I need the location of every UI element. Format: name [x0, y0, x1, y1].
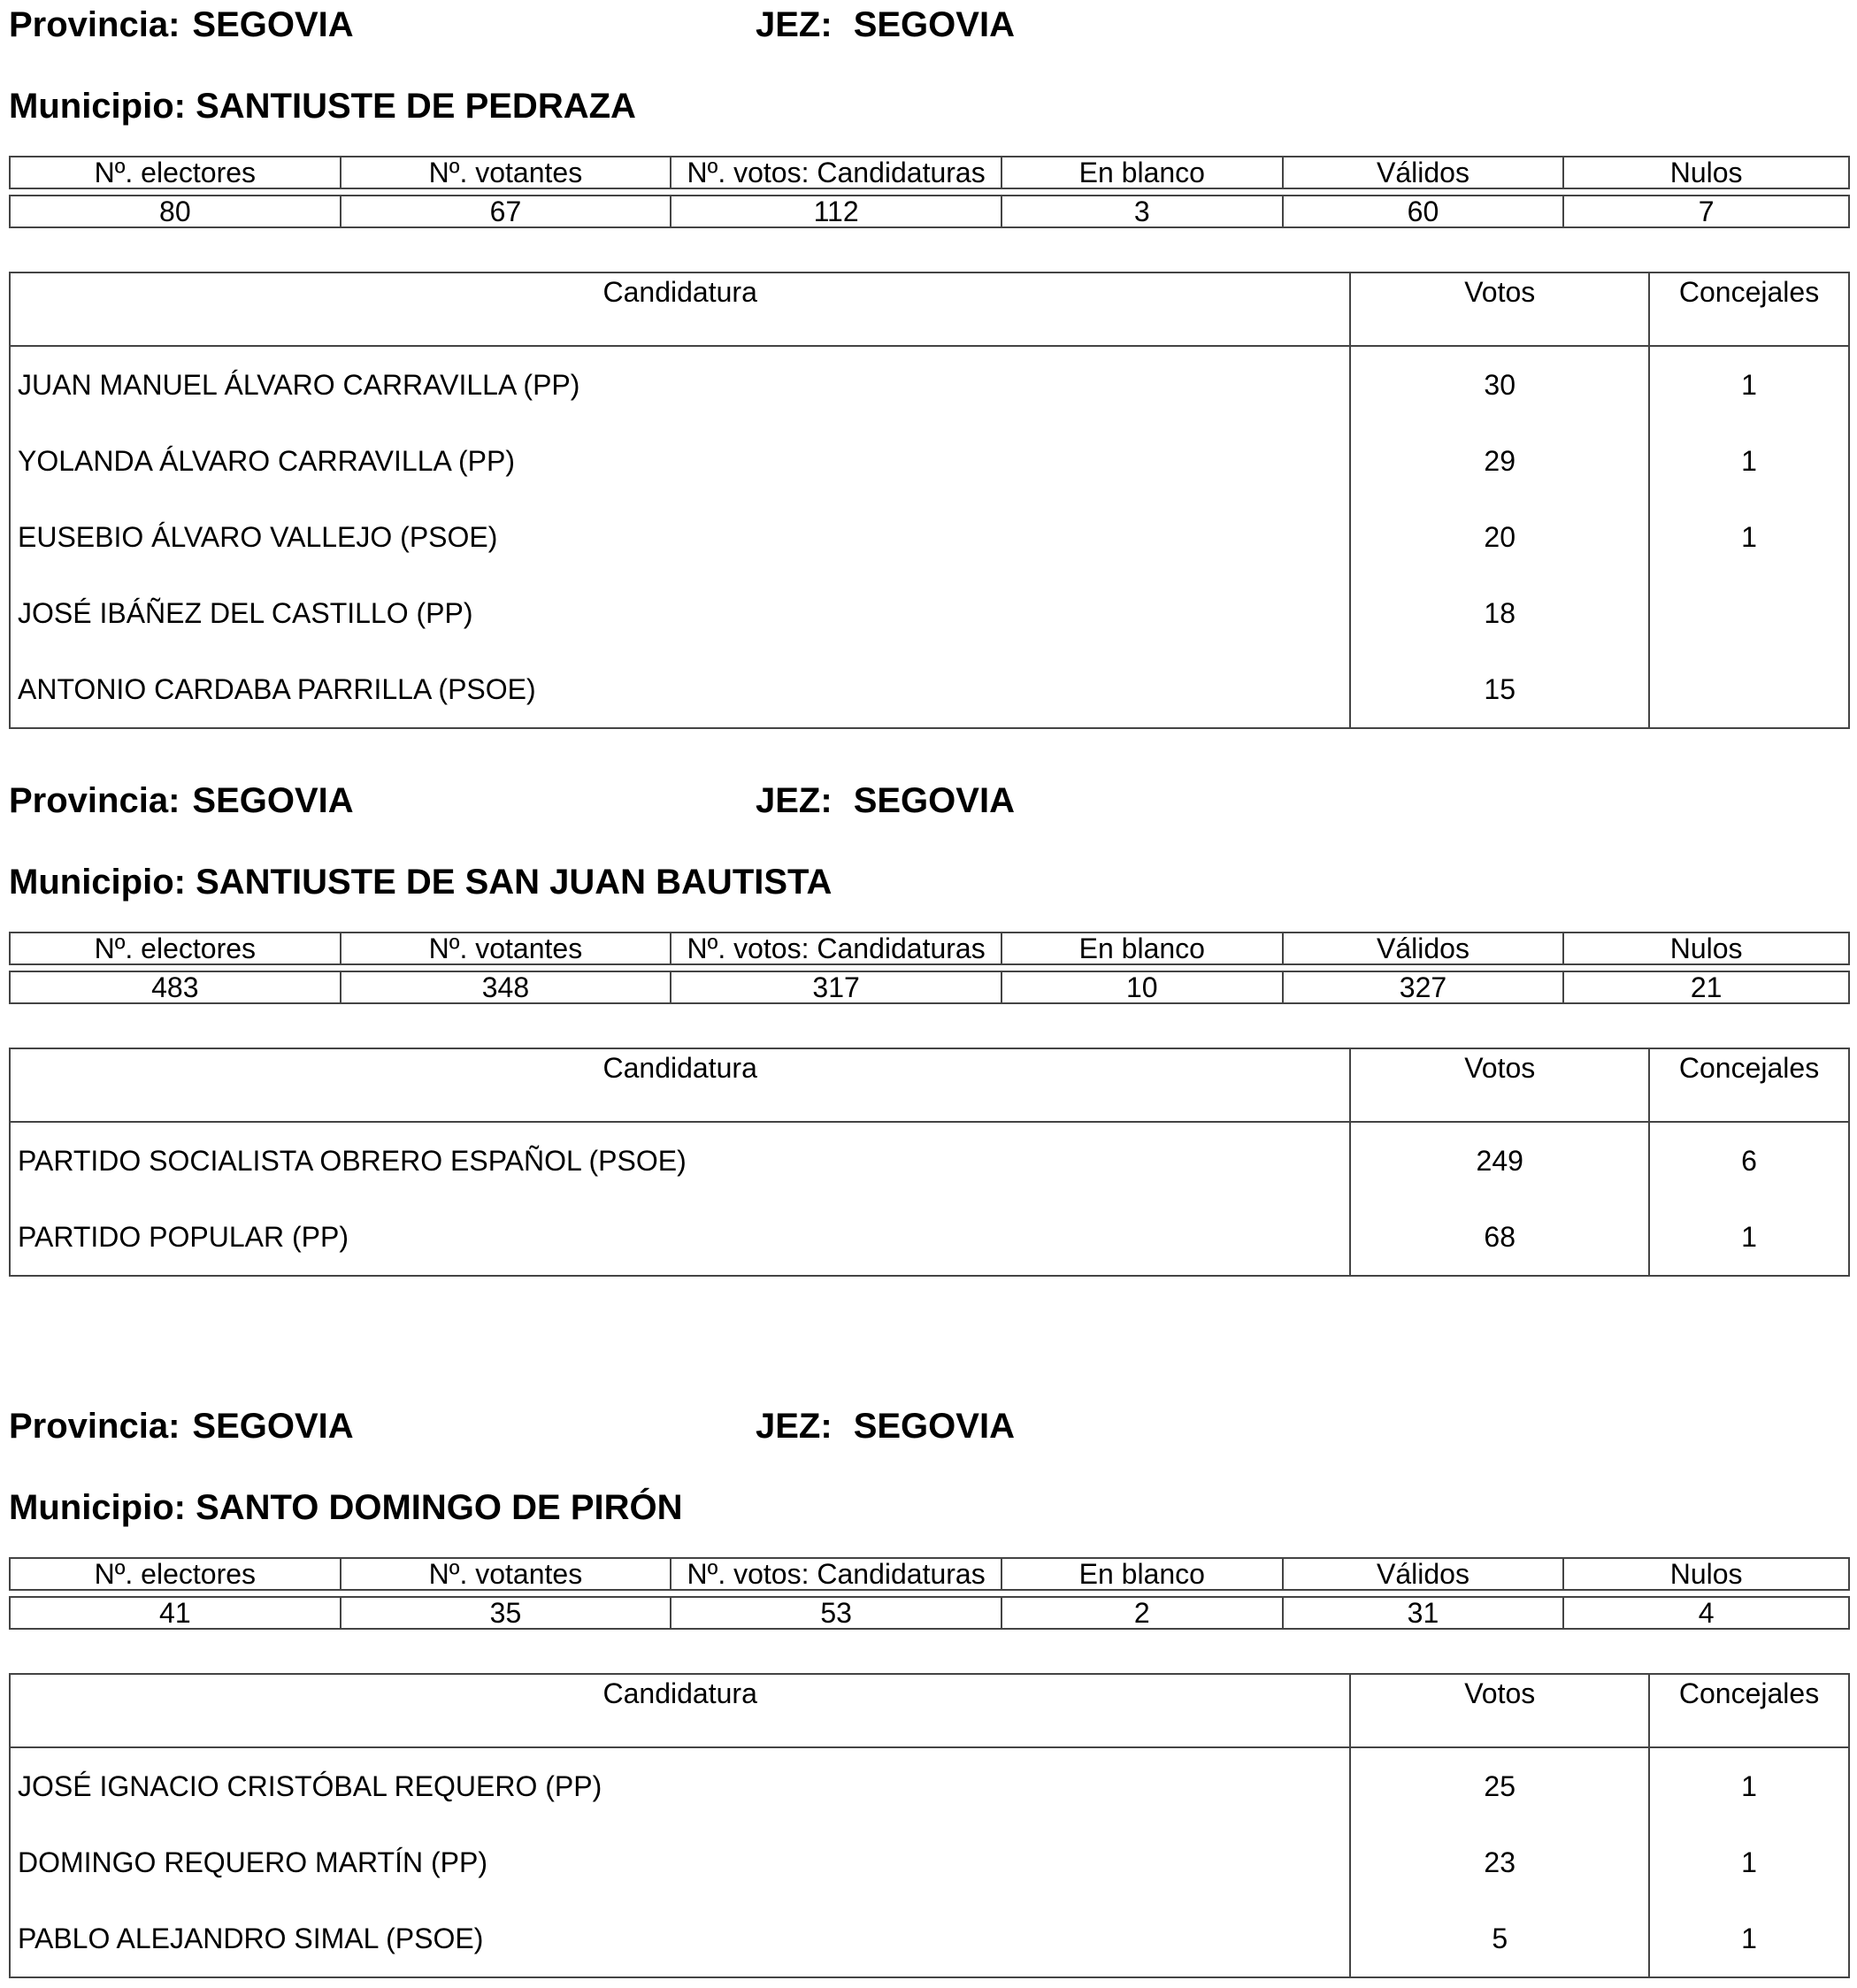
candidate-concejales: 6 — [1649, 1122, 1849, 1199]
stats-value-cell: 53 — [671, 1597, 1001, 1629]
municipio-line — [9, 1486, 683, 1529]
stats-header-cell: Nº. electores — [10, 1558, 341, 1590]
stats-value-cell: 7 — [1563, 196, 1849, 227]
candidate-name: JOSÉ IGNACIO CRISTÓBAL REQUERO (PP) — [10, 1747, 1350, 1824]
candidate-name: JUAN MANUEL ÁLVARO CARRAVILLA (PP) — [10, 346, 1350, 423]
stats-header-cell: Nº. votos: Candidaturas — [671, 933, 1001, 964]
stats-header-cell: Nº. votantes — [341, 933, 671, 964]
stats-value-cell: 3 — [1001, 196, 1283, 227]
stats-value-cell: 10 — [1001, 971, 1283, 1003]
concejales-header: Concejales — [1649, 1674, 1849, 1747]
municipio-value: SANTO DOMINGO DE PIRÓN — [196, 1488, 683, 1527]
candidate-votos: 20 — [1350, 499, 1649, 575]
candidate-votos: 30 — [1350, 346, 1649, 423]
candidate-row — [10, 1122, 1849, 1199]
candidates-header-row — [10, 1048, 1849, 1122]
candidate-row — [10, 499, 1849, 575]
stats-value-cell: 2 — [1001, 1597, 1283, 1629]
stats-header-cell: En blanco — [1001, 157, 1283, 188]
concejales-header: Concejales — [1649, 272, 1849, 346]
stats-header-row — [10, 157, 1849, 188]
provincia-line — [9, 1405, 354, 1447]
stats-value-cell: 60 — [1283, 196, 1564, 227]
stats-header-cell: Nº. votos: Candidaturas — [671, 157, 1001, 188]
candidate-row — [10, 1900, 1849, 1977]
stats-header-cell: Nº. votantes — [341, 157, 671, 188]
candidate-name: JOSÉ IBÁÑEZ DEL CASTILLO (PP) — [10, 575, 1350, 651]
jez-line — [756, 4, 1015, 46]
candidate-name: PARTIDO SOCIALISTA OBRERO ESPAÑOL (PSOE) — [10, 1122, 1350, 1199]
stats-header-row — [10, 933, 1849, 964]
jez-line — [756, 1405, 1015, 1447]
candidate-concejales: 1 — [1649, 1199, 1849, 1276]
candidates-header-row — [10, 1674, 1849, 1747]
jez-label: JEZ: — [756, 1407, 833, 1446]
candidate-row — [10, 1747, 1849, 1824]
votos-header: Votos — [1350, 1674, 1649, 1747]
municipio-value: SANTIUSTE DE PEDRAZA — [196, 87, 636, 126]
candidate-name: ANTONIO CARDABA PARRILLA (PSOE) — [10, 651, 1350, 728]
municipio-label: Municipio: — [9, 87, 186, 126]
candidate-row — [10, 1199, 1849, 1276]
candidate-votos: 25 — [1350, 1747, 1649, 1824]
concejales-header: Concejales — [1649, 1048, 1849, 1122]
candidate-name: DOMINGO REQUERO MARTÍN (PP) — [10, 1824, 1350, 1900]
stats-value-cell: 317 — [671, 971, 1001, 1003]
candidate-row — [10, 575, 1849, 651]
candidate-name: PARTIDO POPULAR (PP) — [10, 1199, 1350, 1276]
stats-value-cell: 483 — [10, 971, 341, 1003]
stats-header-cell: Nulos — [1563, 933, 1849, 964]
candidate-row — [10, 1824, 1849, 1900]
jez-value: SEGOVIA — [853, 1407, 1015, 1446]
stats-value-cell: 327 — [1283, 971, 1564, 1003]
candidate-votos: 23 — [1350, 1824, 1649, 1900]
provincia-value: SEGOVIA — [192, 781, 354, 820]
municipio-label: Municipio: — [9, 863, 186, 902]
provincia-line — [9, 779, 354, 822]
candidates-table — [9, 1048, 1850, 1277]
candidate-concejales: 1 — [1649, 1824, 1849, 1900]
candidatura-header: Candidatura — [10, 1048, 1350, 1122]
votos-header: Votos — [1350, 272, 1649, 346]
candidate-votos: 29 — [1350, 423, 1649, 499]
municipio-value: SANTIUSTE DE SAN JUAN BAUTISTA — [196, 863, 833, 902]
candidates-header-row — [10, 272, 1849, 346]
provincia-label: Provincia: — [9, 1407, 180, 1446]
stats-header-cell: Válidos — [1283, 933, 1564, 964]
stats-header-cell: En blanco — [1001, 933, 1283, 964]
stats-value-row — [10, 971, 1849, 1003]
stats-header-cell: Nulos — [1563, 1558, 1849, 1590]
stats-value-cell: 80 — [10, 196, 341, 227]
candidate-name: PABLO ALEJANDRO SIMAL (PSOE) — [10, 1900, 1350, 1977]
jez-line — [756, 779, 1015, 822]
candidate-votos: 68 — [1350, 1199, 1649, 1276]
candidate-concejales: 1 — [1649, 499, 1849, 575]
candidate-row — [10, 423, 1849, 499]
stats-header-row — [10, 1558, 1849, 1590]
stats-table — [9, 932, 1850, 1004]
candidate-votos: 18 — [1350, 575, 1649, 651]
municipio-line — [9, 861, 832, 903]
stats-value-cell: 67 — [341, 196, 671, 227]
jez-value: SEGOVIA — [853, 5, 1015, 44]
provincia-line — [9, 4, 354, 46]
candidate-row — [10, 651, 1849, 728]
provincia-label: Provincia: — [9, 781, 180, 820]
municipio-label: Municipio: — [9, 1488, 186, 1527]
stats-header-cell: Nº. votos: Candidaturas — [671, 1558, 1001, 1590]
candidatura-header: Candidatura — [10, 1674, 1350, 1747]
candidate-name: YOLANDA ÁLVARO CARRAVILLA (PP) — [10, 423, 1350, 499]
candidate-row — [10, 346, 1849, 423]
candidate-concejales: 1 — [1649, 1747, 1849, 1824]
stats-value-cell: 348 — [341, 971, 671, 1003]
candidates-table — [9, 272, 1850, 729]
stats-value-cell: 112 — [671, 196, 1001, 227]
stats-header-cell: Válidos — [1283, 1558, 1564, 1590]
jez-value: SEGOVIA — [853, 781, 1015, 820]
provincia-value: SEGOVIA — [192, 1407, 354, 1446]
candidate-concejales: 1 — [1649, 1900, 1849, 1977]
candidate-name: EUSEBIO ÁLVARO VALLEJO (PSOE) — [10, 499, 1350, 575]
candidate-concejales: 1 — [1649, 346, 1849, 423]
votos-header: Votos — [1350, 1048, 1649, 1122]
candidatura-header: Candidatura — [10, 272, 1350, 346]
jez-label: JEZ: — [756, 781, 833, 820]
provincia-value: SEGOVIA — [192, 5, 354, 44]
stats-header-cell: Nulos — [1563, 157, 1849, 188]
stats-value-row — [10, 196, 1849, 227]
stats-value-cell: 41 — [10, 1597, 341, 1629]
stats-value-cell: 35 — [341, 1597, 671, 1629]
jez-label: JEZ: — [756, 5, 833, 44]
candidate-concejales: 1 — [1649, 423, 1849, 499]
candidate-votos: 15 — [1350, 651, 1649, 728]
stats-header-cell: Válidos — [1283, 157, 1564, 188]
stats-table — [9, 156, 1850, 228]
candidate-concejales — [1649, 651, 1849, 728]
candidate-votos: 5 — [1350, 1900, 1649, 1977]
candidate-votos: 249 — [1350, 1122, 1649, 1199]
stats-value-cell: 21 — [1563, 971, 1849, 1003]
candidate-concejales — [1649, 575, 1849, 651]
stats-header-cell: Nº. electores — [10, 157, 341, 188]
stats-value-cell: 31 — [1283, 1597, 1564, 1629]
stats-value-cell: 4 — [1563, 1597, 1849, 1629]
candidates-table — [9, 1673, 1850, 1978]
stats-value-row — [10, 1597, 1849, 1629]
stats-header-cell: Nº. votantes — [341, 1558, 671, 1590]
provincia-label: Provincia: — [9, 5, 180, 44]
stats-table — [9, 1557, 1850, 1630]
stats-header-cell: Nº. electores — [10, 933, 341, 964]
stats-header-cell: En blanco — [1001, 1558, 1283, 1590]
municipio-line — [9, 85, 636, 127]
